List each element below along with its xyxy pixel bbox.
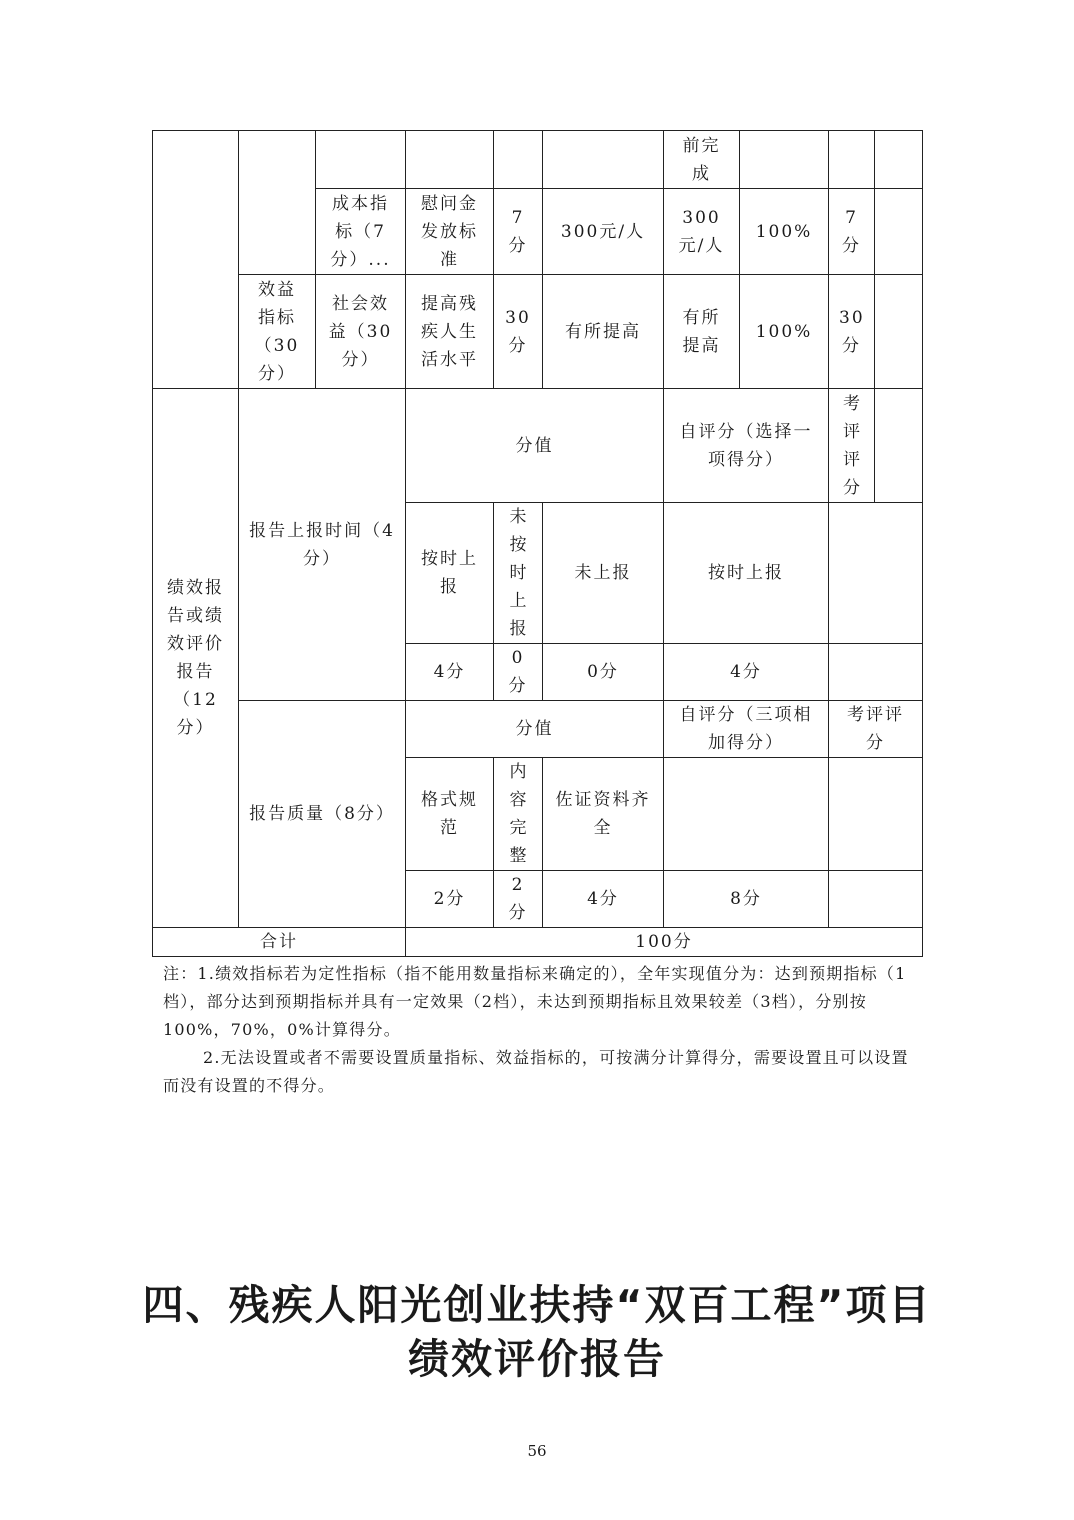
table-cell: 0分 bbox=[543, 644, 664, 701]
table-cell: 报告上报时间（4分） bbox=[239, 389, 406, 701]
table-row bbox=[153, 701, 923, 758]
section-title-line-1: 四、残疾人阳光创业扶持“双百工程”项目 bbox=[142, 1281, 932, 1329]
table-cell: 7分 bbox=[494, 189, 543, 275]
table-cell: 30分 bbox=[829, 275, 875, 389]
table-cell: 社会效益（30分） bbox=[316, 275, 406, 389]
table-notes bbox=[163, 960, 923, 1100]
table-cell: 未上报 bbox=[543, 503, 664, 644]
table-cell: 2分 bbox=[494, 871, 543, 928]
table-row bbox=[153, 131, 923, 189]
table-cell: 4分 bbox=[664, 644, 829, 701]
table-cell: 格式规范 bbox=[406, 758, 494, 871]
table-row bbox=[153, 389, 923, 503]
table-cell: 成本指标（7分）... bbox=[316, 189, 406, 275]
table-row-total bbox=[153, 928, 923, 957]
note-1: 注：1.绩效指标若为定性指标（指不能用数量指标来确定的），全年实现值分为：达到预期指标（1档），部分达到预期指标并具有一定效果（2档），未达到预期指标且效果较差（3档），分别按100%，70%，0%计算得分。 bbox=[163, 964, 907, 1039]
table-cell: 100% bbox=[740, 275, 829, 389]
table-cell: 有所提高 bbox=[664, 275, 740, 389]
total-label: 合计 bbox=[153, 928, 406, 957]
table-cell: 30分 bbox=[494, 275, 543, 389]
table-cell: 绩效报告或绩效评价报告（12分） bbox=[153, 389, 239, 928]
table-cell: 提高残疾人生活水平 bbox=[406, 275, 494, 389]
table-cell: 2分 bbox=[406, 871, 494, 928]
table-cell: 按时上报 bbox=[664, 503, 829, 644]
table-cell: 7分 bbox=[829, 189, 875, 275]
table-cell: 300元/人 bbox=[543, 189, 664, 275]
performance-table bbox=[152, 130, 923, 957]
table-cell: 佐证资料齐全 bbox=[543, 758, 664, 871]
table-cell: 报告质量（8分） bbox=[239, 701, 406, 928]
table-cell: 300元/人 bbox=[664, 189, 740, 275]
table-cell: 自评分（选择一项得分） bbox=[664, 389, 829, 503]
section-title-line-2: 绩效评价报告 bbox=[408, 1335, 666, 1383]
section-title bbox=[0, 1278, 1074, 1386]
page-number: 56 bbox=[527, 1442, 547, 1460]
table-cell: 考评评分 bbox=[829, 389, 875, 503]
table-row bbox=[153, 275, 923, 389]
table-cell: 4分 bbox=[406, 644, 494, 701]
table-cell: 慰问金发放标准 bbox=[406, 189, 494, 275]
table-cell: 100% bbox=[740, 189, 829, 275]
note-2: 2.无法设置或者不需要设置质量指标、效益指标的，可按满分计算得分，需要设置且可以设置而没有设置的不得分。 bbox=[163, 1048, 909, 1095]
table-cell: 按时上报 bbox=[406, 503, 494, 644]
table-cell: 有所提高 bbox=[543, 275, 664, 389]
table-cell: 0分 bbox=[494, 644, 543, 701]
table-cell: 分值 bbox=[406, 389, 664, 503]
table-cell: 未按时上报 bbox=[494, 503, 543, 644]
table-cell: 自评分（三项相加得分） bbox=[664, 701, 829, 758]
table-cell: 效益指标（30分） bbox=[239, 275, 316, 389]
table-cell: 内容完整 bbox=[494, 758, 543, 871]
table-cell: 分值 bbox=[406, 701, 664, 758]
total-value: 100分 bbox=[406, 928, 923, 957]
table-cell: 前完成 bbox=[664, 131, 740, 189]
table-cell: 8分 bbox=[664, 871, 829, 928]
table-cell: 4分 bbox=[543, 871, 664, 928]
table-cell: 考评评分 bbox=[829, 701, 923, 758]
